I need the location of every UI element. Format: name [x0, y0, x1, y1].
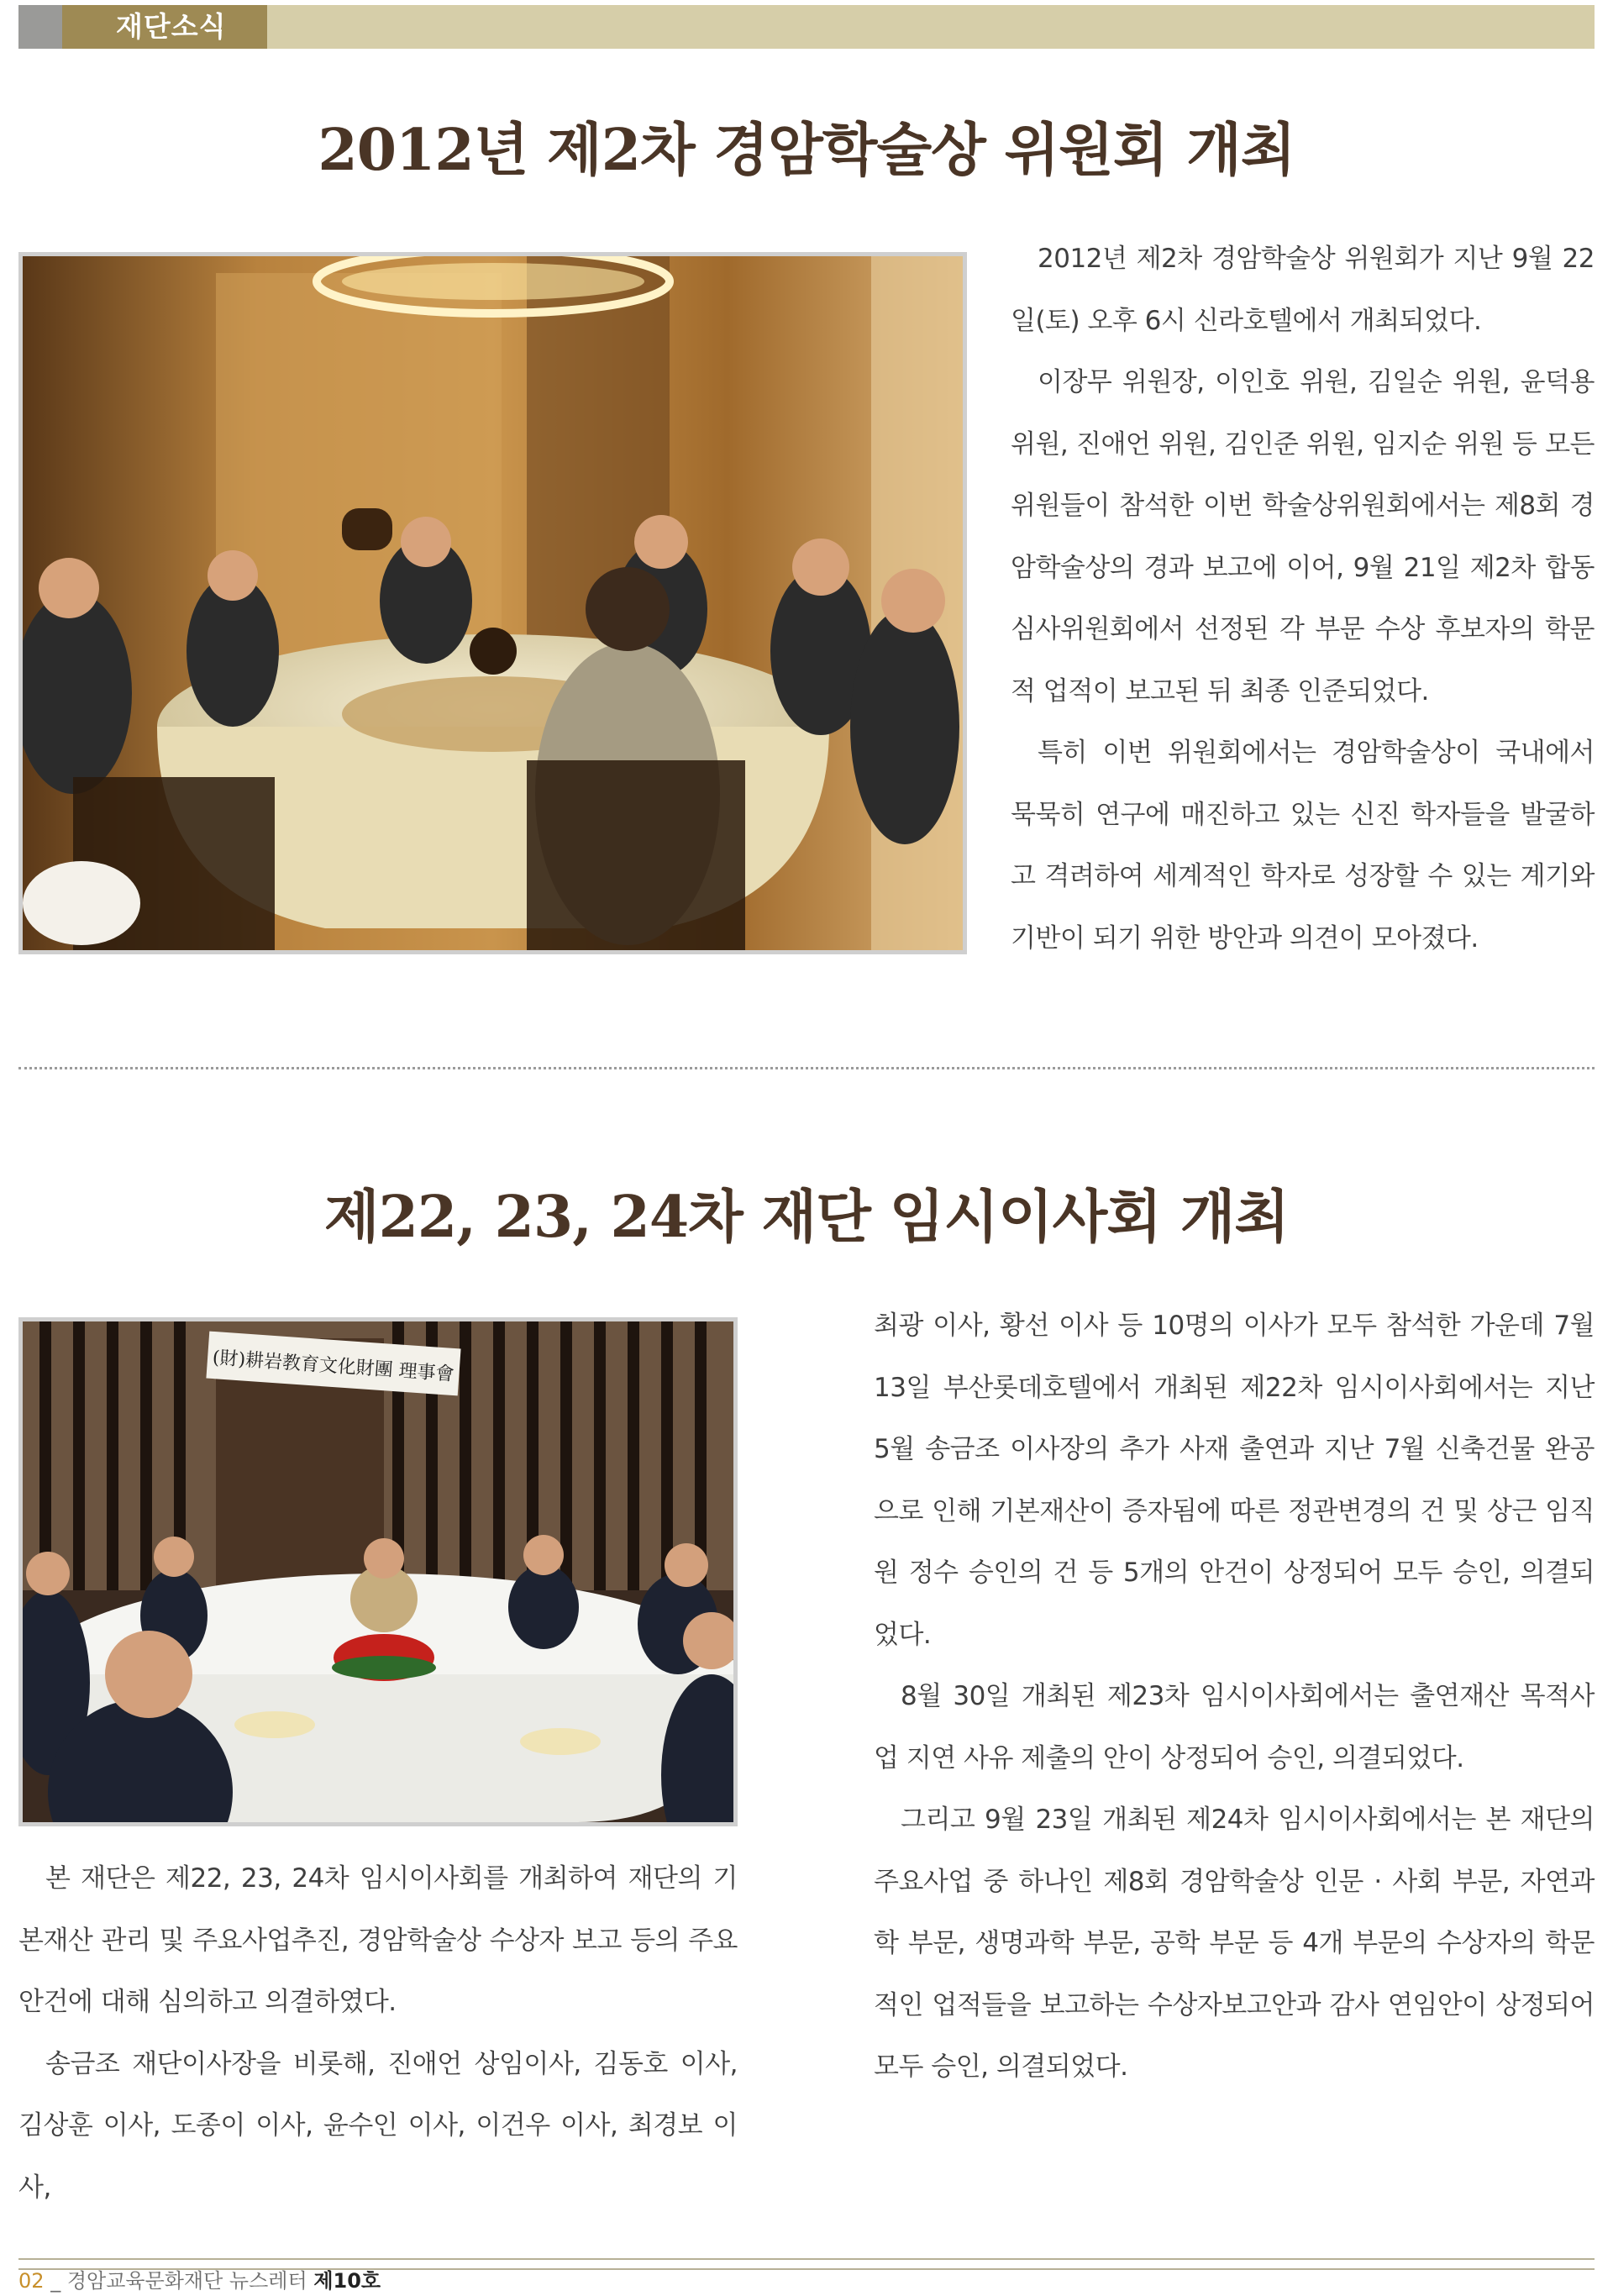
- article1-committee-photo: [18, 252, 967, 954]
- header-accent-block: [18, 5, 62, 49]
- dinner-meeting-illustration: [23, 256, 963, 950]
- article2-paragraph: 최광 이사, 황선 이사 등 10명의 이사가 모두 참석한 가운데 7월 13일 부산롯데호텔에서 개최된 제22차 임시이사회에서는 지난 5월 송금조 이사장의 추가 사재 출연과 지난 7월 신축건물 완공으로 인해 기본재산이 증자됨에 따른 정관변경의 건 및 상근 임직원 정수 승인의 건 등 5개의 안건이 상정되어 모두 승인, 의결되었다.: [874, 1311, 1595, 1650]
- article2-body-right: [874, 1295, 1595, 2099]
- board-meeting-illustration: [23, 1321, 733, 1822]
- article2-title: 제22, 23, 24차 재단 임시이사회 개최: [323, 1184, 1290, 1251]
- section-header-bar: [18, 5, 1595, 49]
- article1-title: 2012년 제2차 경암학술상 위원회 개최: [318, 117, 1295, 184]
- page-number: 02: [18, 2269, 45, 2293]
- article2-paragraph: 송금조 재단이사장을 비롯해, 진애언 상임이사, 김동호 이사, 김상훈 이사, 도종이 이사, 윤수인 이사, 이건우 이사, 최경보 이사,: [18, 2048, 738, 2203]
- issue-number: 제10호: [313, 2269, 381, 2293]
- article2-paragraph: 본 재단은 제22, 23, 24차 임시이사회를 개최하여 재단의 기본재산 관리 및 주요사업추진, 경암학술상 수상자 보고 등의 주요 안건에 대해 심의하고 의결하였다.: [18, 1863, 738, 2017]
- article1-paragraph: 특히 이번 위원회에서는 경암학술상이 국내에서 묵묵히 연구에 매진하고 있는 신진 학자들을 발굴하고 격려하여 세계적인 학자로 성장할 수 있는 계기와 기반이 되기 위한 방안과 의견이 모아졌다.: [1011, 738, 1595, 954]
- footer: [18, 2268, 381, 2293]
- article1-paragraph: 2012년 제2차 경암학술상 위원회가 지난 9월 22일(토) 오후 6시 신라호텔에서 개최되었다.: [1011, 244, 1595, 336]
- footer-separator: _: [50, 2269, 61, 2293]
- publication-name: 경암교육문화재단 뉴스레터: [66, 2269, 307, 2293]
- article1-paragraph: 이장무 위원장, 이인호 위원, 김일순 위원, 윤덕용 위원, 진애언 위원, 김인준 위원, 임지순 위원 등 모든 위원들이 참석한 이번 학술상위원회에서는 제8회 경암학술상의 경과 보고에 이어, 9월 21일 제2차 합동심사위원회에서 선정된 각 부문 수상 후보자의 학문적 업적이 보고된 뒤 최종 인준되었다.: [1011, 367, 1595, 707]
- meeting-banner-text: (財)耕岩教育文化財團 理事會: [212, 1347, 455, 1386]
- section-divider: [18, 1067, 1595, 1069]
- article2-body-left: [18, 1848, 738, 2219]
- article2-paragraph: 그리고 9월 23일 개최된 제24차 임시이사회에서는 본 재단의 주요사업 중 하나인 제8회 경암학술상 인문 · 사회 부문, 자연과학 부문, 생명과학 부문, 공학 부문 등 4개 부문의 수상자의 학문적인 업적들을 보고하는 수상자보고안과 감사 연임안이 상정되어 모두 승인, 의결되었다.: [874, 1805, 1595, 2082]
- section-label: 재단소식: [62, 5, 267, 49]
- article1-body: [1011, 229, 1595, 969]
- article2-board-meeting-photo: [18, 1317, 738, 1826]
- article2-paragraph: 8월 30일 개최된 제23차 임시이사회에서는 출연재산 목적사업 지연 사유 제출의 안이 상정되어 승인, 의결되었다.: [874, 1681, 1595, 1773]
